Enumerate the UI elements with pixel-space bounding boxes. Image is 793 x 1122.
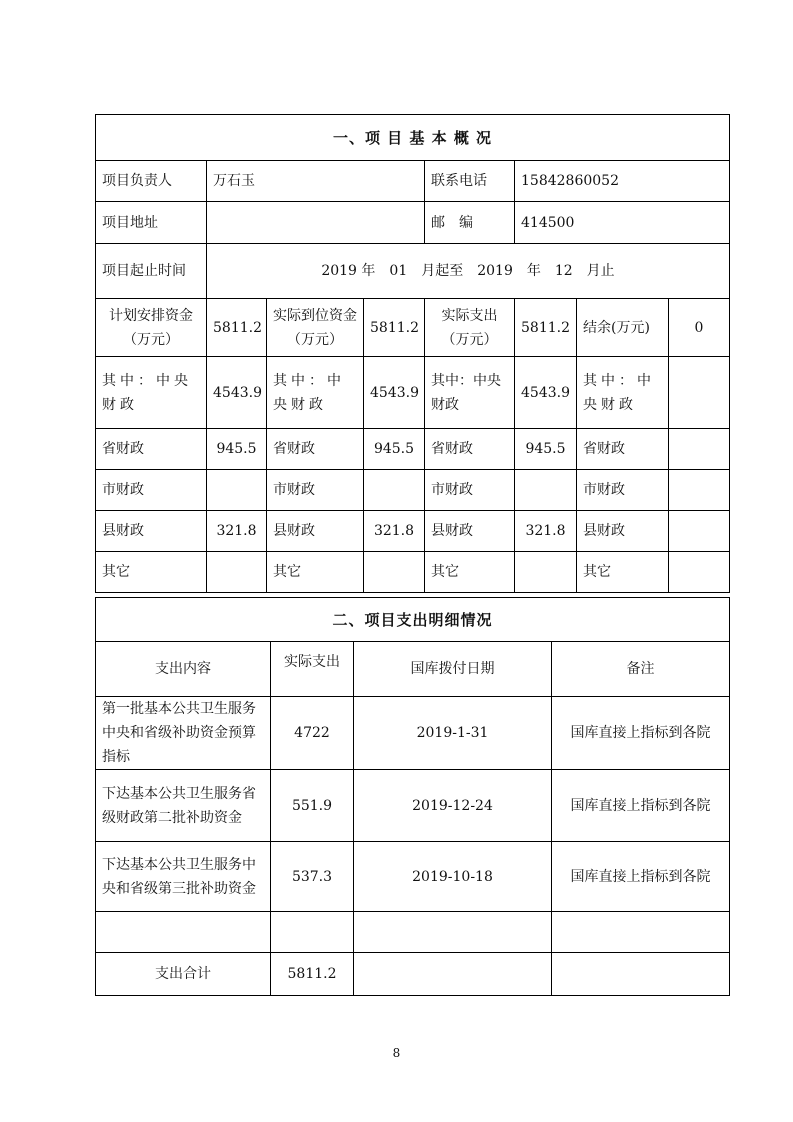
total-value: 5811.2 [271,953,354,996]
project-leader-value: 万石玉 [207,161,425,202]
table-row [96,697,730,770]
other-finance-label: 其它 [96,552,207,593]
county-spent: 321.8 [515,511,577,552]
received-funds-value: 5811.2 [364,299,425,357]
other-spent [515,552,577,593]
central-received-label: 其中：中央财政 [267,357,364,429]
project-overview-table [95,114,730,593]
county-planned: 321.8 [207,511,267,552]
address-label: 项目地址 [96,202,207,244]
balance-value: 0 [669,299,730,357]
row-date: 2019-1-31 [354,697,552,770]
spent-funds-label: 实际支出（万元） [425,299,515,357]
row-amount [271,912,354,953]
row-note: 国库直接上指标到各院 [552,770,730,842]
central-spent: 4543.9 [515,357,577,429]
table-row [96,770,730,842]
header-amount: 实际支出 [271,642,354,697]
project-leader-label: 项目负责人 [96,161,207,202]
header-note: 备注 [552,642,730,697]
received-funds-label: 实际到位资金（万元） [267,299,364,357]
table-row [96,912,730,953]
postcode-value: 414500 [515,202,730,244]
provincial-finance-label: 省财政 [96,429,207,470]
provincial-spent-label: 省财政 [425,429,515,470]
phone-label: 联系电话 [425,161,515,202]
other-balance-label: 其它 [577,552,669,593]
address-value [207,202,425,244]
provincial-balance-label: 省财政 [577,429,669,470]
planned-funds-label: 计划安排资金（万元） [96,299,207,357]
provincial-received: 945.5 [364,429,425,470]
row-content: 第一批基本公共卫生服务中央和省级补助资金预算指标 [96,697,271,770]
row-content [96,912,271,953]
county-received-label: 县财政 [267,511,364,552]
county-spent-label: 县财政 [425,511,515,552]
central-received: 4543.9 [364,357,425,429]
phone-value: 15842860052 [515,161,730,202]
row-amount: 537.3 [271,842,354,912]
central-balance-label: 其中：中央财政 [577,357,669,429]
city-spent [515,470,577,511]
county-balance-label: 县财政 [577,511,669,552]
header-date: 国库拨付日期 [354,642,552,697]
other-planned [207,552,267,593]
period-label: 项目起止时间 [96,244,207,299]
period-value: 2019 年 01 月起至 2019 年 12 月止 [207,244,730,299]
city-spent-label: 市财政 [425,470,515,511]
row-date [354,912,552,953]
central-finance-label: 其中：中央财政 [96,357,207,429]
city-balance-label: 市财政 [577,470,669,511]
row-date: 2019-12-24 [354,770,552,842]
planned-funds-value: 5811.2 [207,299,267,357]
balance-label: 结余(万元) [577,299,669,357]
provincial-spent: 945.5 [515,429,577,470]
city-finance-label: 市财政 [96,470,207,511]
postcode-label: 邮 编 [425,202,515,244]
row-date: 2019-10-18 [354,842,552,912]
city-received-label: 市财政 [267,470,364,511]
total-label: 支出合计 [96,953,271,996]
other-received [364,552,425,593]
row-note: 国库直接上指标到各院 [552,697,730,770]
table-row [96,842,730,912]
row-amount: 551.9 [271,770,354,842]
other-received-label: 其它 [267,552,364,593]
provincial-received-label: 省财政 [267,429,364,470]
page-number: 8 [392,1046,401,1060]
section1-title: 一、项 目 基 本 概 况 [96,115,730,161]
county-received: 321.8 [364,511,425,552]
other-spent-label: 其它 [425,552,515,593]
spent-funds-value: 5811.2 [515,299,577,357]
city-received [364,470,425,511]
row-amount: 4722 [271,697,354,770]
header-content: 支出内容 [96,642,271,697]
expenditure-detail-table [95,597,730,996]
city-planned [207,470,267,511]
central-planned: 4543.9 [207,357,267,429]
provincial-planned: 945.5 [207,429,267,470]
row-note: 国库直接上指标到各院 [552,842,730,912]
central-spent-label: 其中：中央财政 [425,357,515,429]
row-note [552,912,730,953]
section2-title: 二、项目支出明细情况 [96,598,730,642]
row-content: 下达基本公共卫生服务中央和省级第三批补助资金 [96,842,271,912]
row-content: 下达基本公共卫生服务省级财政第二批补助资金 [96,770,271,842]
county-finance-label: 县财政 [96,511,207,552]
